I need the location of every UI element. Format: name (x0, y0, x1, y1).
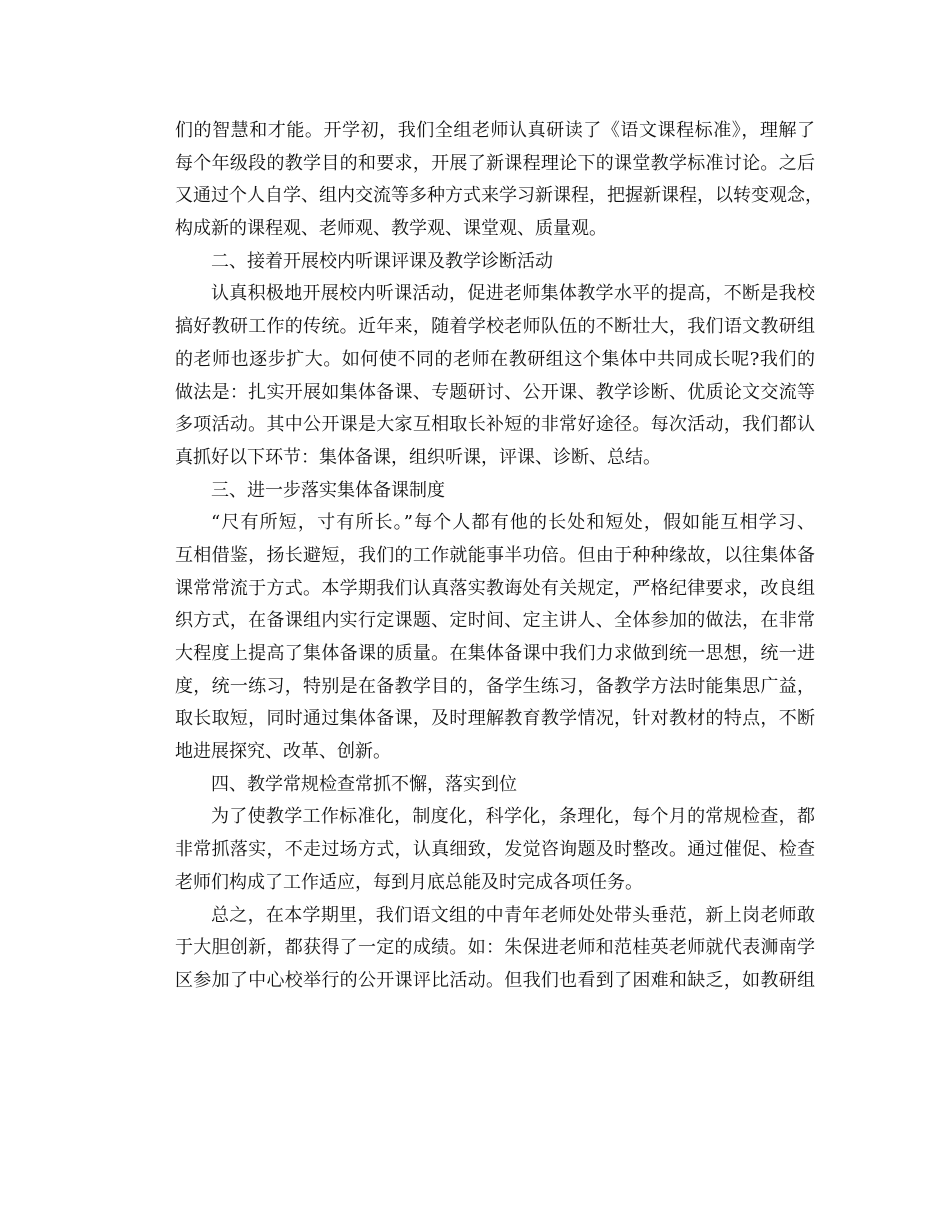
document-body (175, 115, 823, 998)
section-heading: 四、教学常规检查常抓不懈，落实到位 (211, 773, 517, 795)
text-line: 织方式，在备课组内实行定课题、定时间、定主讲人、全体参加的做法，在非常 (175, 610, 815, 632)
text-line: 的老师也逐步扩大。如何使不同的老师在教研组这个集体中共同成长呢?我们的 (175, 348, 815, 370)
text-line: 多项活动。其中公开课是大家互相取长补短的非常好途径。每次活动，我们都认 (175, 414, 815, 436)
text-line: 真抓好以下环节：集体备课，组织听课，评课、诊断、总结。 (175, 446, 661, 468)
text-line: 区参加了中心校举行的公开课评比活动。但我们也看到了困难和缺乏，如教研组 (175, 969, 815, 991)
text-line: 于大胆创新，都获得了一定的成绩。如：朱保进老师和范桂英老师就代表浉南学 (175, 937, 815, 959)
text-line: 做法是：扎实开展如集体备课、专题研讨、公开课、教学诊断、优质论文交流等 (175, 381, 815, 403)
text-line: 取长取短，同时通过集体备课，及时理解教育教学情况，针对教材的特点，不断 (175, 708, 815, 730)
section-heading: 三、进一步落实集体备课制度 (211, 479, 445, 501)
text-line: 又通过个人自学、组内交流等多种方式来学习新课程，把握新课程，以转变观念， (175, 185, 823, 207)
section-heading: 二、接着开展校内听课评课及教学诊断活动 (211, 250, 553, 272)
text-line: 互相借鉴，扬长避短，我们的工作就能事半功倍。但由于种种缘故，以往集体备 (175, 544, 815, 566)
text-line: 老师们构成了工作适应，每到月底总能及时完成各项任务。 (175, 871, 643, 893)
text-line: 课常常流于方式。本学期我们认真落实教诲处有关规定，严格纪律要求，改良组 (175, 577, 815, 599)
text-line: 大程度上提高了集体备课的质量。在集体备课中我们力求做到统一思想，统一进 (175, 643, 815, 664)
text-line: 总之，在本学期里，我们语文组的中青年老师处处带头垂范，新上岗老师敢 (211, 904, 815, 926)
text-line: 度，统一练习，特别是在备教学目的，备学生练习，备教学方法时能集思广益， (175, 675, 815, 697)
text-line: 地进展探究、改革、创新。 (175, 741, 391, 763)
text-line: 构成新的课程观、老师观、教学观、课堂观、质量观。 (175, 218, 607, 240)
text-line: 每个年级段的教学目的和要求，开展了新课程理论下的课堂教学标准讨论。之后 (175, 152, 815, 174)
text-line: 为了使教学工作标准化，制度化，科学化，条理化，每个月的常规检查，都 (211, 806, 815, 828)
text-line: “尺有所短，寸有所长。”每个人都有他的长处和短处，假如能互相学习、 (211, 512, 815, 534)
text-line: 们的智慧和才能。开学初，我们全组老师认真研读了《语文课程标准》，理解了 (175, 120, 815, 141)
text-line: 认真积极地开展校内听课活动，促进老师集体教学水平的提高，不断是我校 (211, 283, 815, 305)
text-line: 搞好教研工作的传统。近年来，随着学校老师队伍的不断壮大，我们语文教研组 (175, 316, 815, 338)
text-line: 非常抓落实，不走过场方式，认真细致，发觉咨询题及时整改。通过催促、检查 (175, 839, 815, 861)
